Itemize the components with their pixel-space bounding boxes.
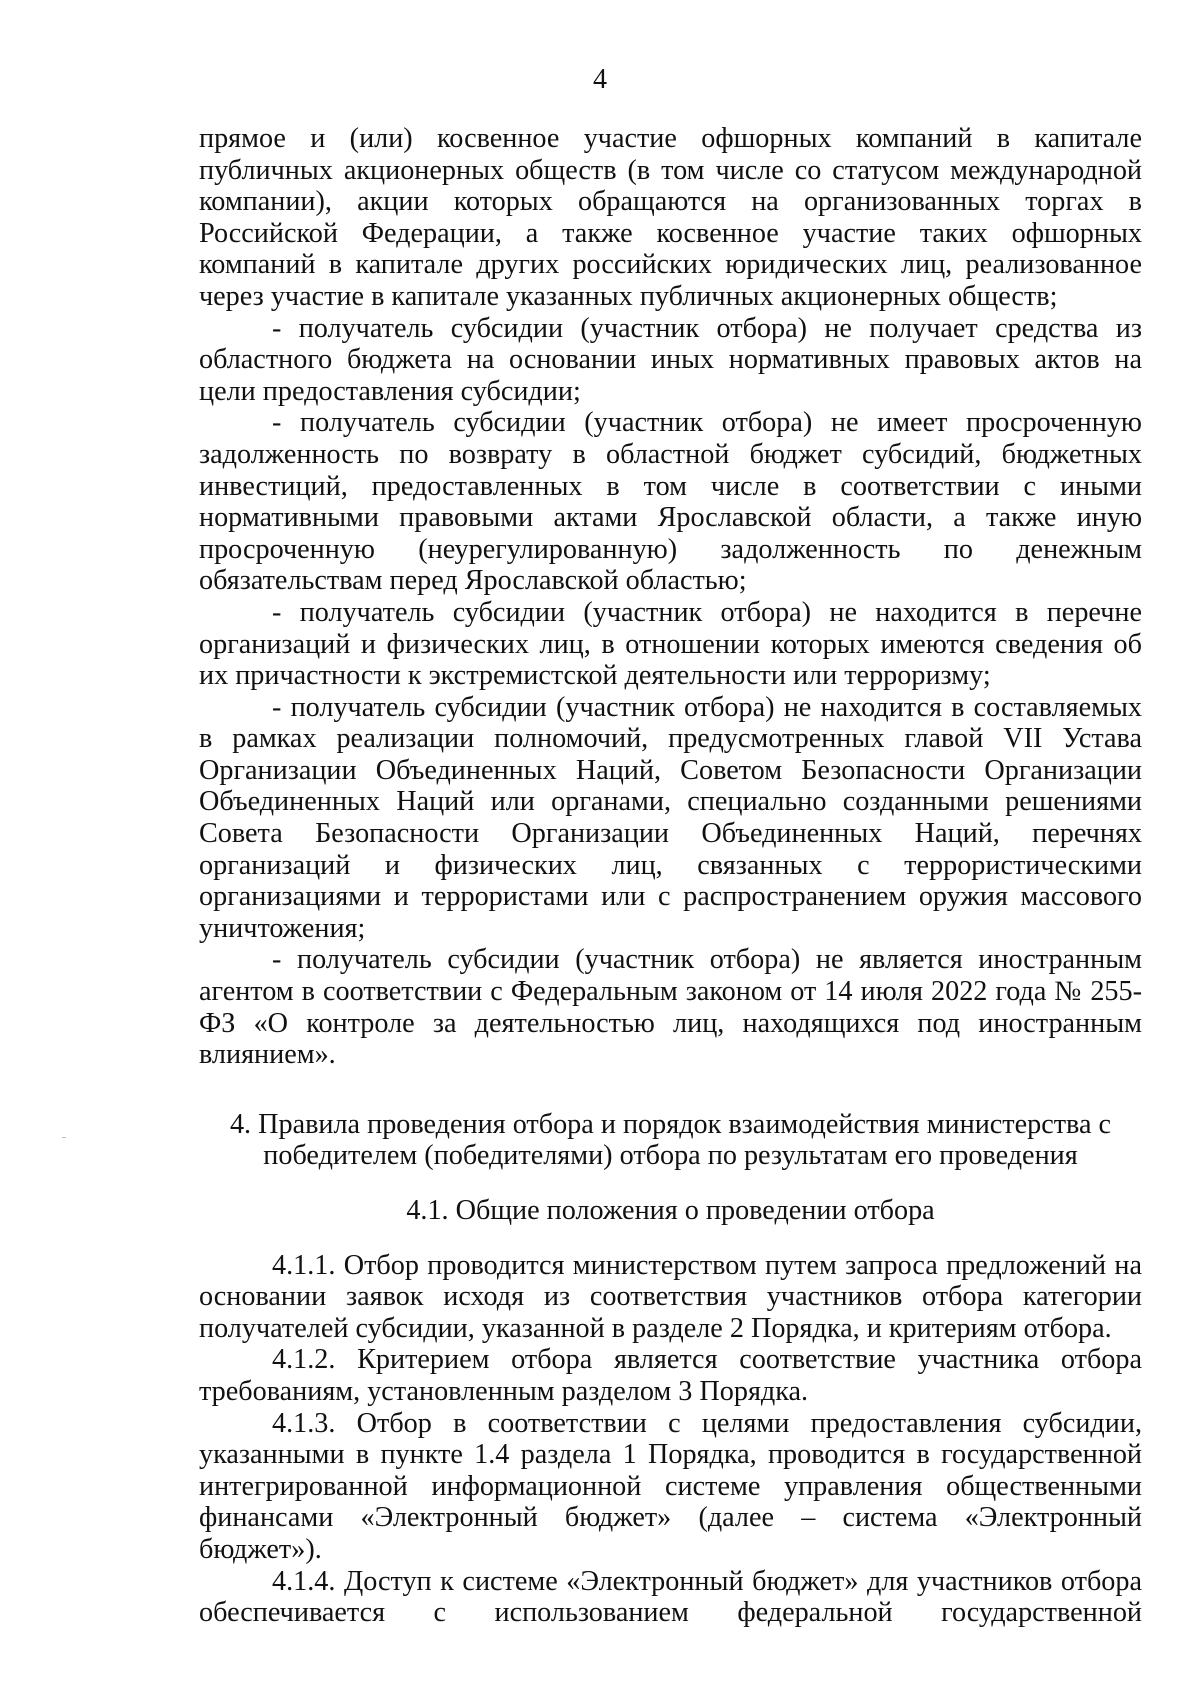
subsection-heading: 4.1. Общие положения о проведении отбора [406,1195,935,1226]
section-heading-line-2: победителем (победителями) отбора по результатам его проведения [263,1140,1078,1172]
document-body [199,123,1142,1629]
paragraph-no-other-budget-funds: - получатель субсидии (участник отбора) не получает средства из областного бюджета на основании иных нормативных правовых актов на цели предоставления субсидии; [199,312,1142,407]
paragraph-4-1-4: 4.1.4. Доступ к системе «Электронный бюджет» для участников отбора обеспечивается с использованием федеральной государственной [199,1565,1142,1629]
paragraph-not-in-un-lists: - получатель субсидии (участник отбора) не находится в составляемых в рамках реализации полномочий, предусмотренных главой VII Устава Организации Объединенных Наций, Советом Безопасности Организации Объединенных Наций или органами, специально созданными решениями Совета Безопасности Организации Объединенных Наций, перечнях организаций и физических лиц, связанных с террористическими организациями и террористами или с распространением оружия массового уничтожения; [199,691,1142,944]
section-heading-line-1: 4. Правила проведения отбора и порядок взаимодействия министерства с [229,1108,1112,1140]
margin-scan-mark [62,1137,66,1138]
paragraph-not-in-extremism-list: - получатель субсидии (участник отбора) не находится в перечне организаций и физических лиц, в отношении которых имеются сведения об их причастности к экстремистской деятельности или терроризму; [199,596,1142,692]
page-number: 4 [593,64,607,95]
paragraph-offshore-participation: прямое и (или) косвенное участие офшорных компаний в капитале публичных акционерных обществ (в том числе со статусом международной компании), акции которых обращаются на организованных торгах в Российской Федерации, а также косвенное участие таких офшорных компаний в капитале других российских юридических лиц, реализованное через участие в капитале указанных публичных акционерных обществ; [199,123,1142,312]
paragraph-no-overdue-debt: - получатель субсидии (участник отбора) не имеет просроченную задолженность по возврату в областной бюджет субсидий, бюджетных инвестиций, предоставленных в том числе в соответствии с иными нормативными правовыми актами Ярославской области, а также иную просроченную (неурегулированную) задолженность по денежным обязательствам перед Ярославской областью; [199,407,1142,597]
paragraph-4-1-3: 4.1.3. Отбор в соответствии с целями предоставления субсидии, указанными в пункте 1.4 раздела 1 Порядка, проводится в государственной интегрированной информационной системе управления общественными финансами «Электронный бюджет» (далее – система «Электронный бюджет»). [199,1407,1142,1565]
paragraph-4-1-1: 4.1.1. Отбор проводится министерством путем запроса предложений на основании заявок исходя из соответствия участников отбора категории получателей субсидии, указанной в разделе 2 Порядка, и критериям отбора. [199,1249,1142,1344]
paragraph-not-foreign-agent: - получатель субсидии (участник отбора) не является иностранным агентом в соответствии с Федеральным законом от 14 июля 2022 года № 255- ФЗ «О контроле за деятельностью лиц, находящихся под иностранным влиянием». [199,944,1142,1071]
paragraph-4-1-2: 4.1.2. Критерием отбора является соответствие участника отбора требованиям, установленным разделом 3 Порядка. [199,1344,1142,1407]
section-heading [199,1109,1142,1172]
